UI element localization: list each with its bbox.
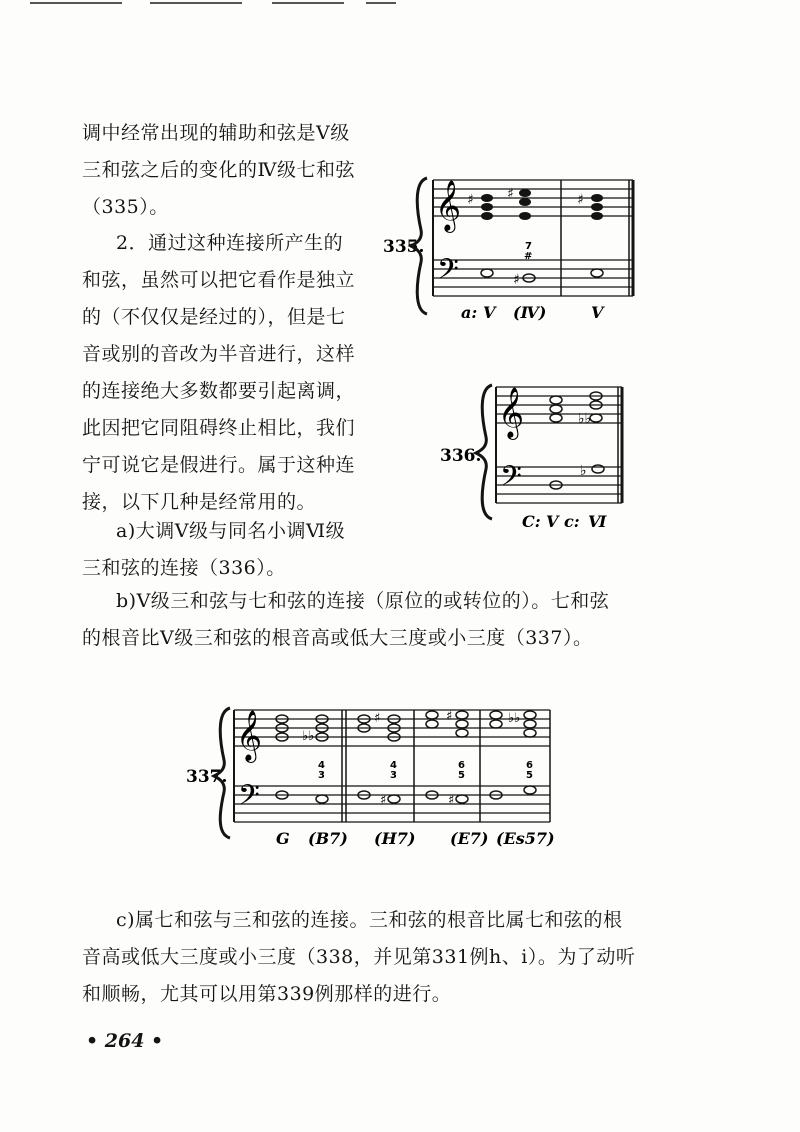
figure-number: 3 bbox=[318, 770, 325, 781]
system-brace bbox=[476, 385, 492, 519]
harmony-label: (E7) bbox=[450, 829, 489, 848]
harmony-label: (H7) bbox=[374, 829, 416, 848]
text-line: 的根音比Ⅴ级三和弦的根音高或低大三度或小三度（337）。 bbox=[82, 627, 593, 649]
text-line: 的连接绝大多数都要引起离调， bbox=[82, 380, 356, 402]
treble-chords bbox=[467, 186, 603, 220]
harmony-label: Ⅴ bbox=[591, 303, 604, 322]
text-line: 此因把它同阻碍终止相比，我们 bbox=[82, 417, 356, 439]
flat-icon: ♭ bbox=[580, 463, 587, 479]
example-335 bbox=[383, 160, 653, 330]
scan-rule bbox=[30, 2, 122, 4]
figure-number: 5 bbox=[526, 770, 533, 781]
harmony-key: a: bbox=[461, 303, 478, 322]
figure-7: 7 bbox=[525, 241, 532, 252]
text-line: 宁可说它是假进行。属于这种连 bbox=[82, 454, 356, 476]
harmony-label: Ⅴ bbox=[483, 303, 496, 322]
scan-rule bbox=[366, 2, 396, 4]
sharp-icon: ♯ bbox=[513, 272, 520, 288]
paragraph-5 bbox=[82, 902, 635, 1013]
figure-number: 4 bbox=[318, 760, 325, 771]
figure-number: 5 bbox=[458, 770, 465, 781]
score-336 bbox=[440, 375, 640, 535]
sharp-icon: ♯ bbox=[446, 709, 453, 724]
text-line: b)Ⅴ级三和弦与七和弦的连接（原位的或转位的）。七和弦 bbox=[116, 590, 610, 612]
sharp-icon: ♯ bbox=[467, 192, 474, 208]
sharp-icon: ♯ bbox=[380, 793, 387, 808]
text-line: 三和弦之后的变化的Ⅳ级七和弦 bbox=[82, 159, 355, 181]
page-number: • 264 • bbox=[86, 1030, 164, 1052]
example-number: 336. bbox=[440, 446, 482, 466]
treble-clef-icon: 𝄞 bbox=[236, 710, 263, 761]
sharp-icon: ♯ bbox=[507, 186, 514, 202]
text-line: c)属七和弦与三和弦的连接。三和弦的根音比属七和弦的根 bbox=[116, 909, 623, 931]
figure-number: 6 bbox=[526, 760, 533, 771]
text-line: 2．通过这种连接所产生的 bbox=[116, 232, 344, 254]
paragraph-2 bbox=[82, 225, 355, 521]
bass-clef-icon: 𝄢 bbox=[238, 779, 260, 819]
sharp-icon: ♯ bbox=[374, 711, 381, 726]
harmony-label: (Es57) bbox=[496, 829, 555, 848]
treble-clef-icon: 𝄞 bbox=[498, 387, 525, 438]
figure-number: 6 bbox=[458, 760, 465, 771]
figure-number: 4 bbox=[390, 760, 397, 771]
text-line: 音高或低大三度或小三度（338，并见第331例h、i）。为了动听 bbox=[82, 946, 636, 968]
harmony-key: C: bbox=[522, 512, 541, 531]
sharp-icon: ♯ bbox=[577, 192, 584, 208]
text-line: 调中经常出现的辅助和弦是Ⅴ级 bbox=[82, 122, 350, 144]
harmony-label: Ⅵ bbox=[588, 512, 607, 531]
text-line: 三和弦的连接（336）。 bbox=[82, 557, 286, 579]
figure-number: 3 bbox=[390, 770, 397, 781]
harmony-label: (Ⅳ) bbox=[513, 303, 547, 322]
score-335 bbox=[383, 160, 653, 330]
paragraph-4 bbox=[82, 583, 609, 657]
text-line: 和顺畅，尤其可以用第339例那样的进行。 bbox=[82, 983, 452, 1005]
flat-icon: ♭♭ bbox=[578, 411, 592, 427]
flat-icon: ♭♭ bbox=[508, 711, 521, 726]
example-336 bbox=[440, 375, 640, 535]
text-line: （335）。 bbox=[82, 196, 169, 218]
score-337 bbox=[186, 698, 576, 858]
text-line: 的（不仅仅是经过的），但是七 bbox=[82, 306, 346, 328]
bass-clef-icon: 𝄢 bbox=[437, 253, 459, 293]
example-number: 335. bbox=[383, 237, 425, 257]
text-line: 和弦，虽然可以把它看作是独立 bbox=[82, 269, 356, 291]
text-line: 音或别的音改为半音进行，这样 bbox=[82, 343, 356, 365]
treble-clef-icon: 𝄞 bbox=[435, 180, 462, 231]
harmony-key: c: bbox=[564, 512, 580, 531]
example-337 bbox=[186, 698, 576, 858]
bass-clef-icon: 𝄢 bbox=[500, 460, 522, 500]
bass-notes bbox=[481, 269, 603, 282]
bass-staff bbox=[433, 260, 633, 296]
paragraph-1 bbox=[82, 115, 355, 226]
scan-rule bbox=[272, 2, 344, 4]
harmony-label: Ⅴ bbox=[546, 512, 559, 531]
scan-rule bbox=[150, 2, 242, 4]
harmony-label: G bbox=[276, 829, 290, 848]
figure-sharp: # bbox=[524, 251, 533, 262]
text-line: 接，以下几种是经常用的。 bbox=[82, 491, 317, 513]
paragraph-3 bbox=[82, 513, 345, 587]
harmony-label: (B7) bbox=[308, 829, 348, 848]
text-line: a)大调Ⅴ级与同名小调Ⅵ级 bbox=[116, 520, 346, 542]
example-number: 337. bbox=[186, 767, 228, 787]
flat-icon: ♭♭ bbox=[302, 729, 315, 744]
sharp-icon: ♯ bbox=[448, 793, 455, 808]
